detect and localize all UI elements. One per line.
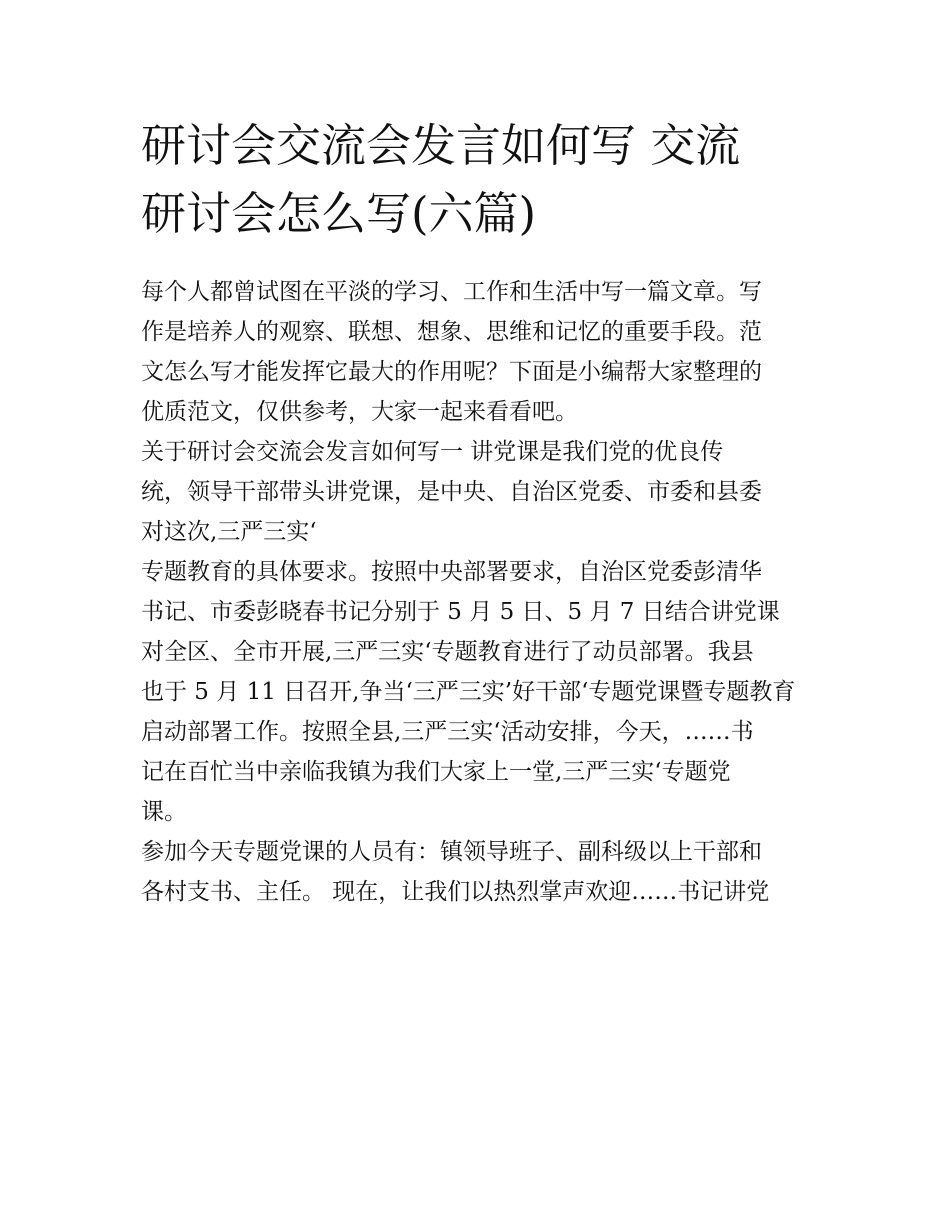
- body-line-14: 课。: [141, 799, 187, 825]
- document-title: [141, 112, 813, 248]
- body-line-5: 关于研讨会交流会发言如何写一 讲党课是我们党的优良传: [141, 439, 724, 465]
- document-page: [141, 112, 813, 912]
- body-line-12: 启动部署工作。按照全县,三严三实‘活动安排，今天，……书: [141, 719, 754, 745]
- body-line-7: 对这次,三严三实‘: [141, 519, 317, 545]
- body-line-2: 作是培养人的观察、联想、想象、思维和记忆的重要手段。范: [141, 319, 762, 345]
- body-line-16: 各村支书、主任。 现在，让我们以热烈掌声欢迎……书记讲党: [141, 879, 770, 905]
- body-line-11: 也于 5 月 11 日召开,争当‘三严三实’好干部‘专题党课暨专题教育: [141, 679, 796, 705]
- body-line-6: 统，领导干部带头讲党课，是中央、自治区党委、市委和县委: [141, 479, 762, 505]
- body-line-15: 参加今天专题党课的人员有：镇领导班子、副科级以上干部和: [141, 839, 762, 865]
- title-line-1: 研讨会交流会发言如何写 交流: [141, 119, 741, 172]
- body-line-13: 记在百忙当中亲临我镇为我们大家上一堂,三严三实‘专题党: [141, 759, 731, 785]
- body-line-8: 专题教育的具体要求。按照中央部署要求，自治区党委彭清华: [141, 559, 762, 585]
- body-line-10: 对全区、全市开展,三严三实‘专题教育进行了动员部署。我县: [141, 639, 754, 665]
- body-line-9: 书记、市委彭晓春书记分别于 5 月 5 日、5 月 7 日结合讲党课: [141, 599, 780, 625]
- body-line-3: 文怎么写才能发挥它最大的作用呢？下面是小编帮大家整理的: [141, 359, 762, 385]
- title-line-2: 研讨会怎么写(六篇): [141, 187, 537, 240]
- body-line-4: 优质范文，仅供参考，大家一起来看看吧。: [141, 399, 578, 425]
- body-line-1: 每个人都曾试图在平淡的学习、工作和生活中写一篇文章。写: [141, 279, 762, 305]
- document-body: [141, 272, 813, 912]
